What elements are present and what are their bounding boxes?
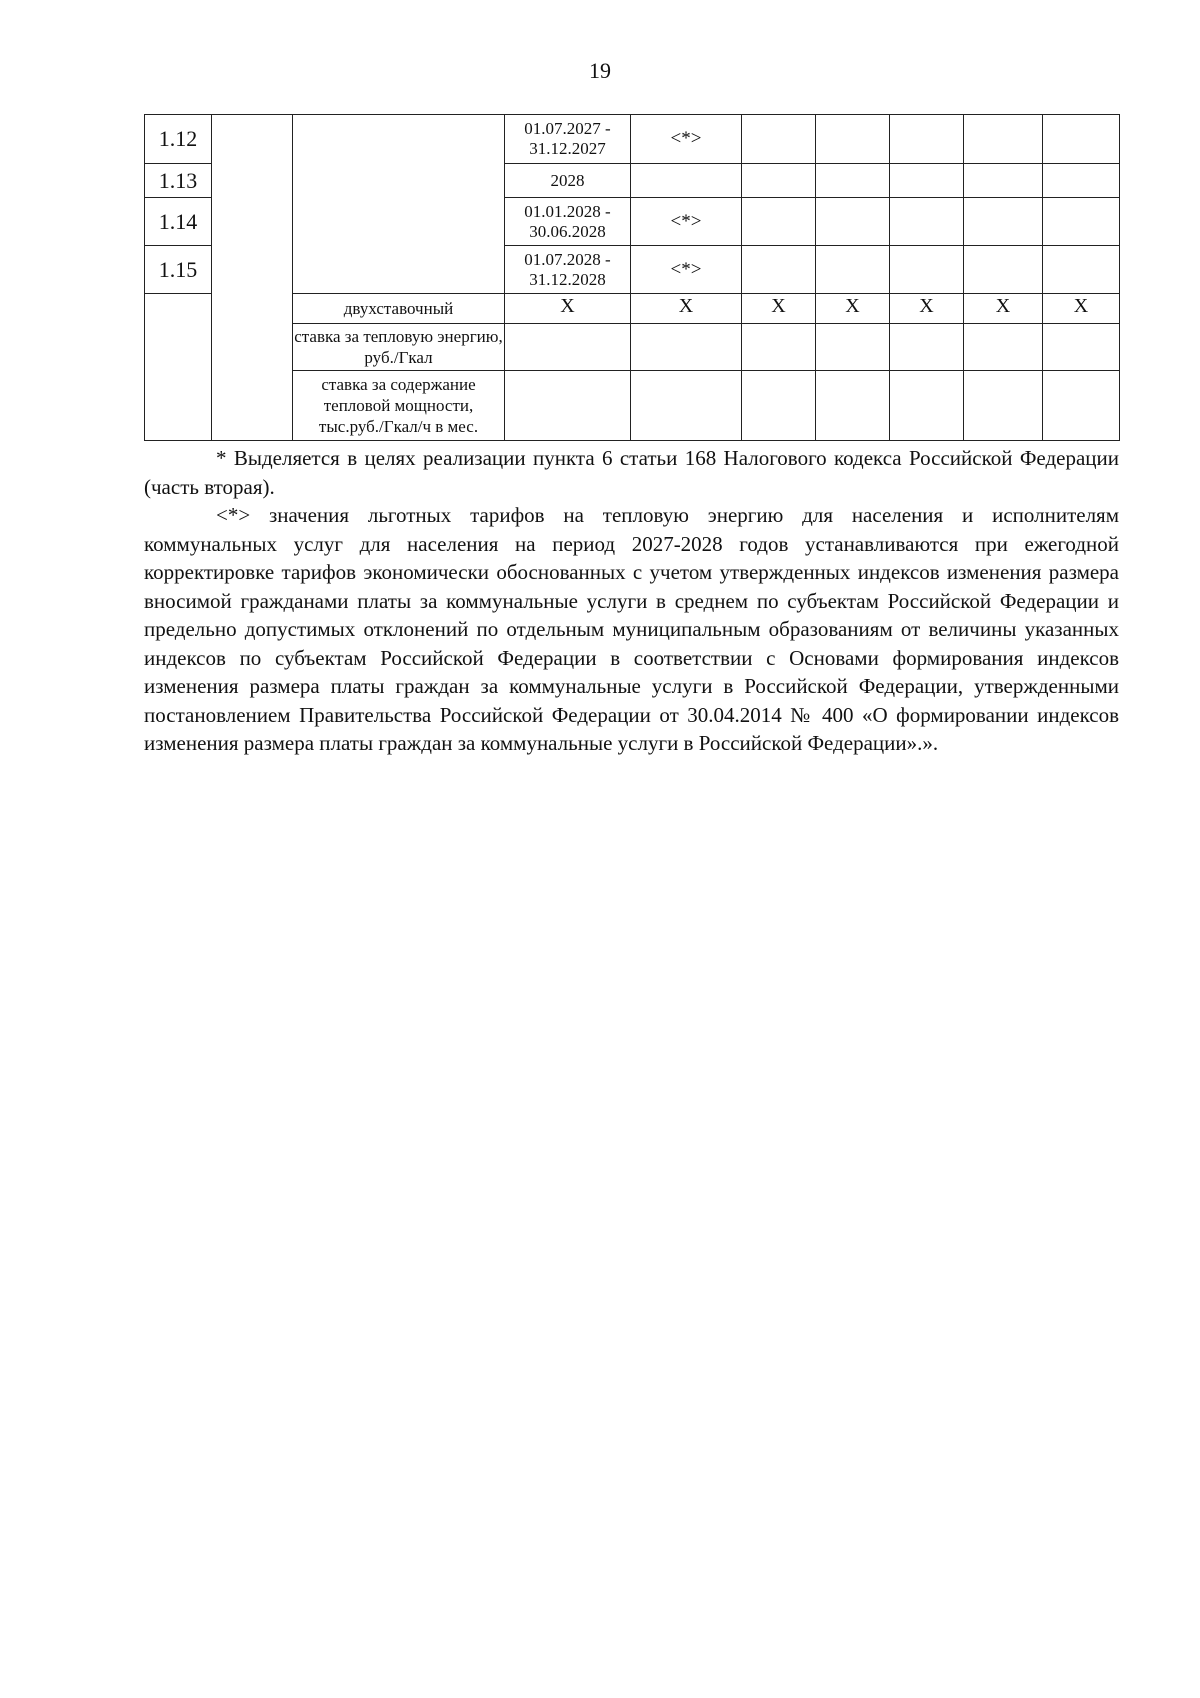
tariff-mark: <*> — [631, 115, 742, 164]
empty-cell — [964, 371, 1043, 441]
empty-cell — [742, 324, 816, 371]
footnote-star: * Выделяется в целях реализации пункта 6 статьи 168 Налогового кодекса Российской Федерации (часть вторая). — [144, 446, 1119, 499]
empty-cell — [816, 198, 890, 246]
empty-cell — [1043, 246, 1120, 294]
empty-cell — [816, 246, 890, 294]
empty-cell — [964, 324, 1043, 371]
row-number: 1.12 — [145, 115, 212, 164]
row-number: 1.13 — [145, 164, 212, 198]
period-cell: 01.07.2028 - 31.12.2028 — [505, 246, 631, 294]
footnotes — [144, 444, 1119, 758]
period-cell: 2028 — [505, 164, 631, 198]
empty-cell — [1043, 324, 1120, 371]
empty-cell — [816, 164, 890, 198]
tariff-mark: <*> — [631, 198, 742, 246]
empty-cell — [816, 115, 890, 164]
not-applicable-mark: X — [964, 294, 1043, 324]
not-applicable-mark: X — [505, 294, 631, 324]
empty-cell — [964, 246, 1043, 294]
empty-cell — [742, 246, 816, 294]
rate-capacity-label: ставка за содержание тепловой мощности, тыс.руб./Гкал/ч в мес. — [293, 371, 505, 441]
not-applicable-mark: X — [742, 294, 816, 324]
period-cell: 01.01.2028 - 30.06.2028 — [505, 198, 631, 246]
not-applicable-mark: X — [816, 294, 890, 324]
not-applicable-mark: X — [1043, 294, 1120, 324]
empty-cell — [890, 324, 964, 371]
footnote-angle: <*> значения льготных тарифов на тепловую энергию для населения и исполнителям коммунальных услуг для населения на период 2027-2028 годов устанавливаются при ежегодной корректировке тарифов экономически обоснованных с учетом утвержденных индексов изменения размера вносимой гражданами платы за коммунальные услуги в среднем по субъектам Российской Федерации и предельно допустимых отклонений по отдельным муниципальным образованиям от величины указанных индексов по субъектам Российской Федерации в соответствии с Основами формирования индексов изменения размера платы граждан за коммунальные услуги в Российской Федерации, утвержденными постановлением Правительства Российской Федерации от 30.04.2014 № 400 «О формировании индексов изменения размера платы граждан за коммунальные услуги в Российской Федерации».». — [144, 503, 1119, 755]
empty-cell — [505, 324, 631, 371]
empty-cell — [631, 324, 742, 371]
empty-cell — [890, 198, 964, 246]
empty-cell — [890, 115, 964, 164]
row-number: 1.15 — [145, 246, 212, 294]
tariff-mark — [631, 164, 742, 198]
empty-cell — [212, 115, 293, 441]
empty-cell — [293, 115, 505, 294]
empty-cell — [816, 324, 890, 371]
empty-cell — [964, 115, 1043, 164]
tariff-mark: <*> — [631, 246, 742, 294]
empty-cell — [742, 115, 816, 164]
tariff-table — [144, 114, 1120, 441]
empty-cell — [742, 198, 816, 246]
not-applicable-mark: X — [631, 294, 742, 324]
empty-cell — [742, 164, 816, 198]
not-applicable-mark: X — [890, 294, 964, 324]
empty-cell — [1043, 115, 1120, 164]
empty-cell — [631, 371, 742, 441]
empty-cell — [1043, 371, 1120, 441]
period-cell: 01.07.2027 - 31.12.2027 — [505, 115, 631, 164]
two-rate-label: двухставочный — [293, 294, 505, 324]
empty-cell — [816, 371, 890, 441]
page-number: 19 — [589, 58, 611, 83]
rate-energy-label: ставка за тепловую энергию, руб./Гкал — [293, 324, 505, 371]
empty-cell — [1043, 198, 1120, 246]
empty-cell — [890, 371, 964, 441]
empty-cell — [964, 198, 1043, 246]
empty-cell — [1043, 164, 1120, 198]
empty-cell — [890, 246, 964, 294]
row-number: 1.14 — [145, 198, 212, 246]
empty-cell — [964, 164, 1043, 198]
empty-cell — [742, 371, 816, 441]
empty-cell — [145, 294, 212, 441]
empty-cell — [505, 371, 631, 441]
empty-cell — [890, 164, 964, 198]
table-row — [145, 115, 1120, 164]
